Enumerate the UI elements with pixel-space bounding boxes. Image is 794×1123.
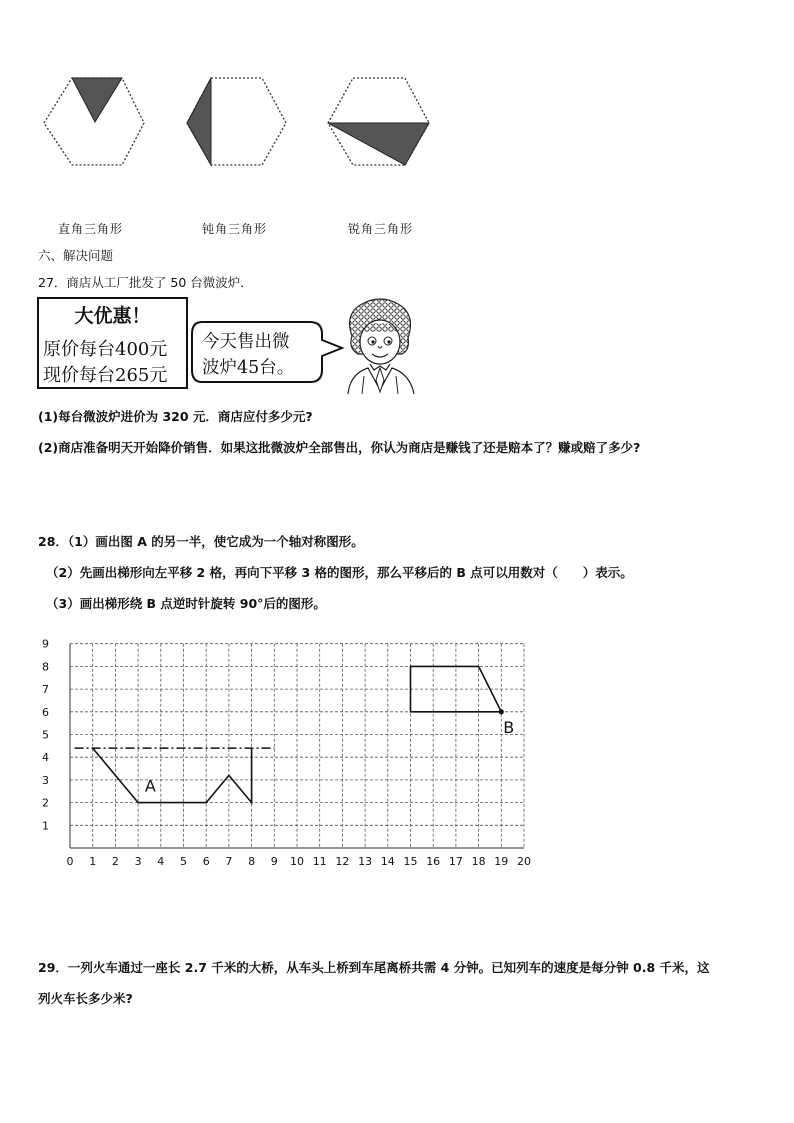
y-tick-label: 1 [42, 819, 49, 833]
q28-part1: 28．（1）画出图 A 的另一半，使它成为一个轴对称图形。 [38, 534, 364, 549]
x-tick-label: 10 [290, 855, 304, 868]
y-tick-label: 9 [42, 637, 49, 651]
person-illustration [340, 296, 420, 394]
y-tick-label: 3 [42, 773, 49, 787]
point-b [499, 709, 504, 714]
figure-a-label: A [144, 776, 156, 796]
section-title: 六、解决问题 [38, 248, 114, 263]
q29-line2: 列火车长多少米? [38, 991, 133, 1006]
ad-title: 大优惠！ [74, 305, 151, 327]
ad-original-price: 原价每台400元 [43, 339, 168, 360]
q27-stem: 27．商店从工厂批发了 50 台微波炉． [38, 275, 253, 290]
hexagon-label-obtuse: 钝角三角形 [202, 222, 268, 236]
figure-a [93, 748, 252, 802]
x-tick-label: 18 [471, 855, 486, 868]
speech-line-1: 今天售出微 [202, 332, 290, 352]
x-tick-label: 4 [157, 855, 165, 868]
x-tick-label: 20 [517, 855, 531, 868]
x-tick-label: 5 [180, 855, 187, 868]
q28-part2: （2）先画出梯形向左平移 2 格，再向下平移 3 格的图形，那么平移后的 B 点可以用数对（ ）表示。 [46, 565, 633, 580]
x-tick-label: 17 [448, 855, 463, 868]
hexagon-figures [30, 70, 450, 180]
x-tick-label: 13 [358, 855, 373, 868]
x-tick-label: 9 [270, 855, 278, 868]
y-tick-label: 6 [42, 705, 49, 719]
y-tick-label: 8 [42, 660, 49, 674]
hexagon-right-triangle [44, 78, 144, 165]
x-tick-label: 0 [66, 855, 74, 868]
x-tick-label: 16 [426, 855, 441, 868]
x-tick-label: 2 [111, 855, 119, 868]
hexagon-label-right: 直角三角形 [58, 222, 124, 236]
x-tick-label: 19 [494, 855, 509, 868]
hexagon-acute-triangle [328, 78, 429, 165]
hexagon-obtuse-triangle [187, 78, 286, 165]
x-tick-label: 1 [89, 855, 97, 868]
q28-part3: （3）画出梯形绕 B 点逆时针旋转 90°后的图形。 [46, 596, 326, 611]
x-tick-label: 11 [312, 855, 327, 868]
coordinate-grid [30, 625, 550, 880]
q29-line1: 29．一列火车通过一座长 2.7 千米的大桥，从车头上桥到车尾离桥共需 4 分钟。已知列车的速度是每分钟 0.8 千米，这 [38, 960, 710, 975]
x-tick-label: 7 [225, 855, 233, 868]
ad-current-price: 现价每台265元 [43, 365, 168, 386]
y-tick-label: 7 [42, 683, 49, 697]
x-tick-label: 8 [248, 855, 256, 868]
y-tick-label: 2 [42, 796, 49, 810]
point-b-label: B [503, 717, 515, 737]
x-tick-label: 14 [380, 855, 395, 868]
y-tick-label: 4 [42, 751, 49, 765]
hexagon-label-acute: 锐角三角形 [348, 222, 414, 236]
x-tick-label: 12 [335, 855, 350, 868]
x-tick-label: 15 [403, 855, 418, 868]
y-tick-label: 5 [42, 728, 49, 742]
speech-line-2: 波炉45台。 [202, 358, 295, 378]
q27-sub2: (2)商店准备明天开始降价销售．如果这批微波炉全部售出，你认为商店是赚钱了还是赔本了？赚或赔了多少? [38, 440, 641, 455]
x-tick-label: 3 [134, 855, 142, 868]
q27-sub1: (1)每台微波炉进价为 320 元．商店应付多少元? [38, 409, 313, 424]
price-ad-box [37, 297, 188, 389]
x-tick-label: 6 [202, 855, 210, 868]
